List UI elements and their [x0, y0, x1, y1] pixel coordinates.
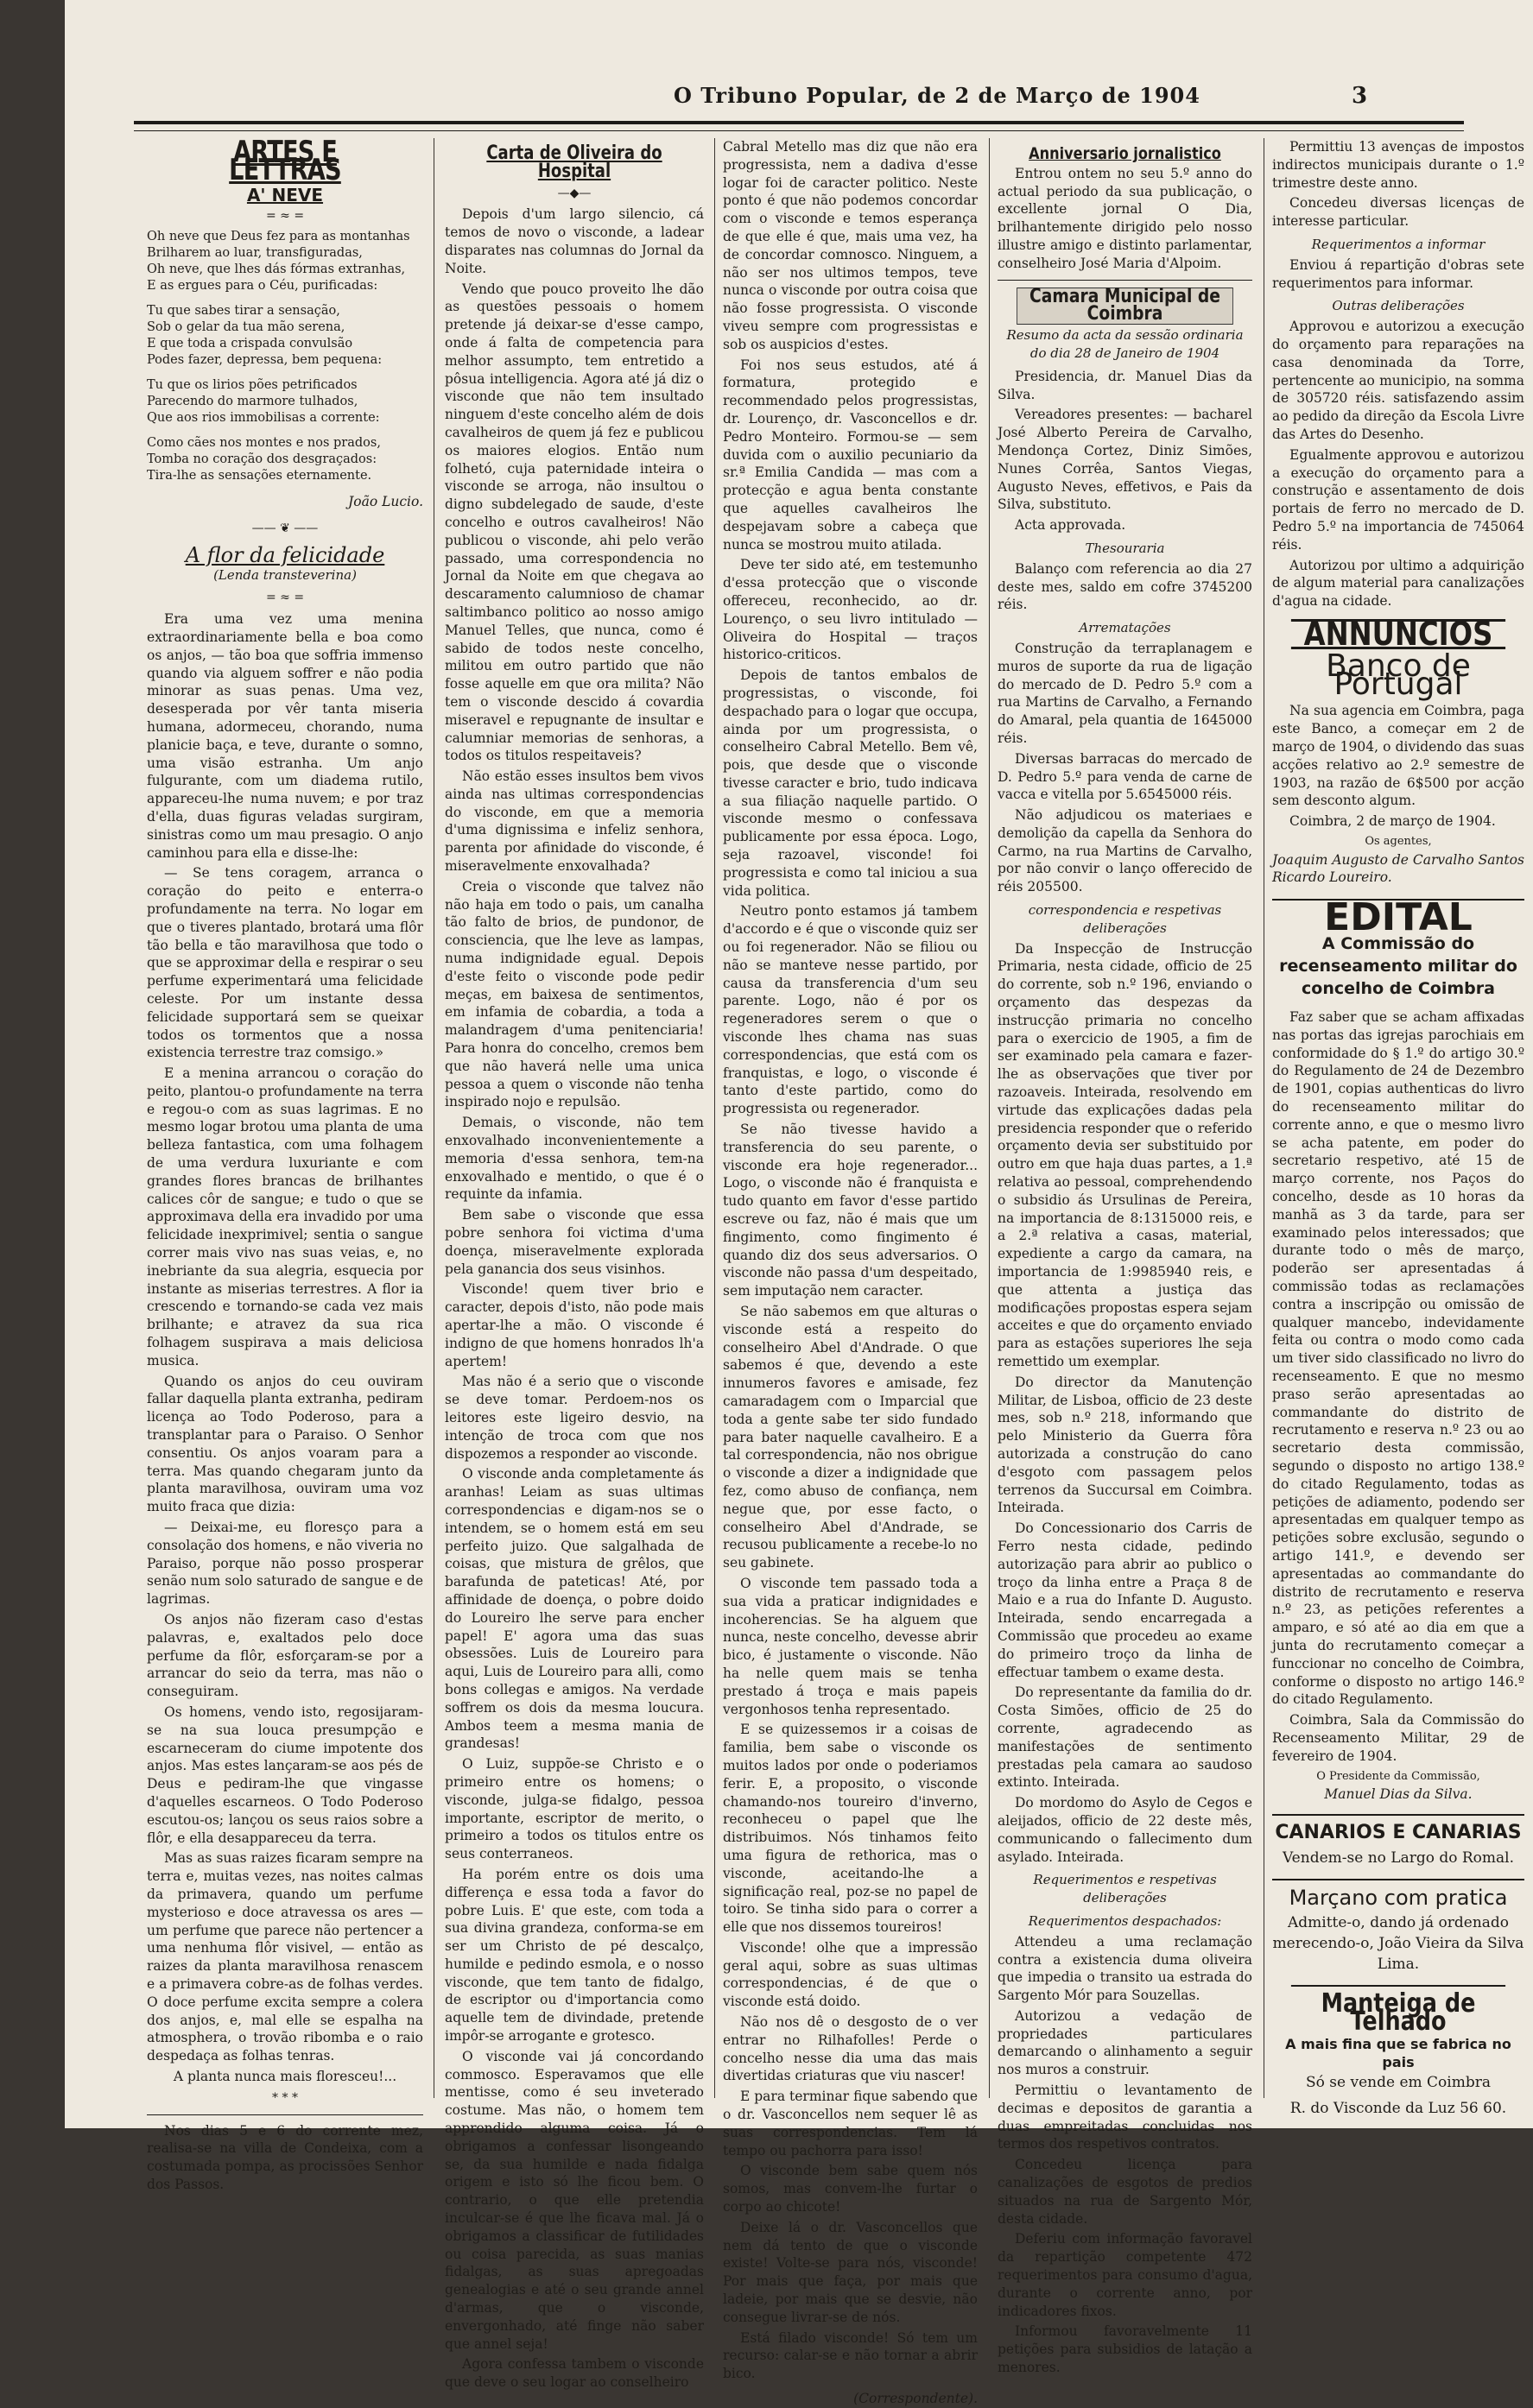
paragraph: Visconde! olhe que a impressão geral aqui, sobre as suas ultimas correspondencias, é de que o visconde está doido. [723, 1939, 978, 2010]
paragraph: Autorizou por ultimo a adquirição de algum material para canalizações d'agua na cidade. [1272, 557, 1524, 610]
subheading: correspondencia e respetivas deliberações [1028, 902, 1222, 936]
paragraph: Os homens, vendo isto, regosijaram-se na sua louca presumpção e escarneceram do ciume impotente dos anjos. Mas estes lançaram-se aos pés de Deus e pediram-lhe que vingasse d'aquelles escarneos. O Todo Poderoso escutou-os; lançou os seus raios sobre a flôr, e ella desappareceu da terra. [147, 1703, 423, 1846]
poem-author: João Lucio. [348, 494, 423, 510]
edital-president-name: Manuel Dias da Silva. [1324, 1786, 1473, 1803]
paragraph: Quando os anjos do ceu ouviram fallar daquella planta extranha, pediram licença ao Todo Poderoso, para a transplantar para o Paraiso. O Senhor consentiu. Os anjos voaram para a terra. Mas quando chegaram junto da planta maravilhosa, ouviram uma voz muito fraca que dizia: [147, 1373, 423, 1515]
paragraph: Se não sabemos em que alturas o visconde está a respeito do conselheiro Abel d'Andrade. O que sabemos é que, devendo a este innumeros favores e amisade, fez camaradagem com o Imparcial que toda a gente sabe ter sido fundado para bater naquelle cavalheiro. E a tal correspondencia, não nos obrigue o visconde a dizer a indignidade que fez, como abuso de confiança, nem negue que, por esse facto, o conselheiro Abel d'Andrade, se recusou publicamente a recebe-lo no seu gabinete. [723, 1304, 978, 1571]
correspondent-signature: (Correspondente). [853, 2391, 978, 2407]
poem-line: Tu que sabes tirar a sensação, [147, 304, 340, 319]
paragraph: Visconde! quem tiver brio e caracter, depois d'isto, não pode mais apertar-lhe a mão. O visconde é indigno de que homens honrados lh'a apertem! [445, 1281, 704, 1369]
subheading: Requerimentos despachados: [1028, 1912, 1222, 1929]
paragraph: Não adjudicou os materiaes e demolição da capella da Senhora do Carmo, na rua Martins de Carvalho, por não convir o lanço offerecido de réis 205500. [998, 807, 1252, 895]
poem-line: Oh neve, que lhes dás fórmas extranhas, [147, 262, 406, 277]
ad-canarios-title: CANARIOS E CANARIAS [1272, 1814, 1524, 1842]
camara-body-cont [1272, 138, 1524, 610]
column-rule [714, 138, 715, 2098]
paragraph: Está filado visconde! Só tem um recurso: calar-se e não tornar a abrir bico. [723, 2329, 978, 2382]
subheading: Arrematações [1079, 620, 1171, 636]
paragraph: O visconde anda completamente ás aranhas! Leiam as suas ultimas correspondencias e digam-nos se o intendem, se o homem está em seu perfeito juizo. Que salgalhada de coisas, que mistura de grêlos, que barafunda de pateticas! Até, por affinidade de doença, o pobre doido do Loureiro lhe serve para encher papel! E' agora uma das suas obsessões. Luis de Loureiro para aqui, Luis de Loureiro para alli, como bons collegas e amigos. Na verdade soffrem os dois da mesma loucura. Ambos teem a mesma mania de grandesas! [445, 1466, 704, 1752]
paragraph: Ha porém entre os dois uma differença e essa toda a favor do pobre Luis. E' que este, com toda a sua divina grandeza, conforma-se em ser um Christo de pé descalço, humilde e pedindo esmola, e o nosso visconde, que tem tanto de fidalgo, de escriptor ou d'importancia como aquelle tem de divindade, pretende impôr-se arrogante e grotesco. [445, 1866, 704, 2045]
paragraph: Enviou á repartição d'obras sete requerimentos para informar. [1272, 256, 1524, 291]
paragraph: Permittiu 13 avenças de impostos indirectos municipais durante o 1.º trimestre deste anno. [1272, 139, 1524, 191]
ad-canarios-text: Vendem-se no Largo do Romal. [1282, 1849, 1515, 1867]
poem-line: Parecendo do marmore tulhados, [147, 395, 358, 409]
ad-marcano-text: Admitte-o, dando já ordenado merecendo-o, João Vieira da Silva Lima. [1272, 1913, 1524, 1973]
paragraph: — Deixai-me, eu floresço para a consolação dos homens, e não viveria no Paraiso, porque não posso prosperar senão num solo saturado de sangue e de lagrimas. [147, 1520, 423, 1608]
story-subtitle: (Lenda transteverina) [213, 566, 357, 583]
bank-agent-1: Joaquim Augusto de Carvalho Santos [1272, 851, 1524, 868]
paragraph: O Luiz, suppõe-se Christo e o primeiro entre os homens; o visconde, julga-se fidalgo, pessoa importante, escriptor de merito, o primeiro a todos os titulos entre os seus conterraneos. [445, 1756, 704, 1862]
edital-title: EDITAL [1272, 899, 1524, 927]
ad-manteiga-text-2: R. do Visconde da Luz 56 60. [1289, 2099, 1507, 2117]
paragraph: Os anjos não fizeram caso d'estas palavras, e, exaltados pelo doce perfume da flôr, esforçaram-se por a arrancar do seio da terra, mas não o conseguiram. [147, 1612, 423, 1700]
subheading: Thesouraria [1085, 540, 1165, 556]
poem-line: Oh neve que Deus fez para as montanhas [147, 230, 410, 244]
edital-body [1272, 1008, 1524, 1765]
paragraph: E para terminar fique sabendo que o dr. Vasconcellos nem sequer lê as suas correspondencias. Tem lá tempo ou pachorra para isso! [723, 2089, 978, 2158]
poem [147, 229, 423, 484]
paragraph: Depois de tantos embalos de progressistas, o visconde, foi despachado para o logar que occupa, ainda por um progressista, o conselheiro Cabral Metello. Bem vê, pois, que desde que o visconde tivesse caracter e brio, tudo indicava a sua filiação naquelle partido. O visconde mesmo o confessava publicamente por essa época. Logo, seja razoavel, visconde! foi progressista e como tal iniciou a sua vida politica. [723, 667, 978, 899]
page-number: 3 [1352, 83, 1368, 109]
camara-subtitle: Resumo da acta da sessão ordinaria do dia 28 de Janeiro de 1904 [1006, 327, 1244, 361]
paragraph: Deixe lá o dr. Vasconcellos que nem dá tento de que o visconde existe! Volte-se para nós, visconde! Por mais que faça, por mais que ladeie, por mais que se desvie, não consegue livrar-se de nós. [723, 2219, 978, 2325]
paragraph: E se quizessemos ir a coisas de familia, bem sabe o visconde os muitos lados por onde o poderiamos ferir. E, a proposito, o visconde chamando-nos toureiro d'inverno, reconheceu o papel que lhe distribuimos. Nós tinhamos feito uma figura de rethorica, mas o visconde, aceitando-lhe a significação real, poz-se no papel de toiro. Se tinha sido para o correr a elle que nos dissemos toureiros! [723, 1722, 978, 1936]
paragraph: Se não tivesse havido a transferencia do seu parente, o visconde era hoje regenerador... Logo, o visconde não é franquista e tudo quanto em favor d'esse partido escreve ou faz, não é mais que um fingimento, como fingimento é quando diz dos seus adversarios. O visconde não passa d'um despeitado, sem imputação nem caracter. [723, 1122, 978, 1299]
ornament-divider: —— ❦ —— [251, 521, 319, 535]
paragraph: Não estão esses insultos bem vivos ainda nas ultimas correspondencias do visconde, em que a memoria d'uma dignissima e infeliz senhora, parenta por afinidade do visconde, é miseravelmente enxovalhada? [445, 768, 704, 875]
poem-line: E que toda a crispada convulsão [147, 337, 353, 351]
ornament: = ≈ = [265, 209, 305, 224]
paragraph: O visconde bem sabe quem nós somos, mas convem-lhe furtar o corpo ao chicote! [723, 2163, 978, 2215]
paragraph: Approvou e autorizou a execução do orçamento para reparações na casa denominada da Torre, pertencente ao municipio, na somma de 305720 réis. satisfazendo assim ao pedido da direção da Escola Livre das Artes do Desenho. [1272, 319, 1524, 442]
ad-marcano-title: Marçano com pratica [1272, 1879, 1524, 1907]
column-artes-e-lettras [147, 135, 423, 2192]
camara-title: Camara Municipal de Coimbra [1017, 288, 1233, 325]
column-annuncios [1272, 138, 1524, 2117]
bank-agent-2: Ricardo Loureiro. [1272, 869, 1392, 886]
paragraph: O visconde tem passado toda a sua vida a praticar indignidades e incoherencias. Se ha alguem que nunca, neste concelho, devesse abrir bico, é justamente o visconde. Não ha nelle quem mais se tenha prestado á troça e mais papeis vergonhosos tenha representado. [723, 1575, 978, 1717]
paragraph: Coimbra, Sala da Commissão do Recenseamento Militar, 29 de fevereiro de 1904. [1272, 1712, 1524, 1764]
paragraph: Da Inspecção de Instrucção Primaria, nesta cidade, officio de 25 do corrente, sob n.º 196, enviando o orçamento das despezas da instrucção primaria no concelho para o exercicio de 1905, a fim de ser examinado pela camara e fazer-lhe as observações que tiver por razoaveis. Inteirada, resolvendo em virtude das explicações dadas pela presidencia responder que o referido orçamento devia ser substituido por outro em que haja duas partes, a 1.ª relativa ao pessoal, comprehendendo o subsidio ás Ursulinas de Pereira, na importancia de 8:1315000 reis, e a 2.ª relativa a casas, material, expediente a cargo da camara, na importancia de 1:9985940 reis, e que attenta a justiça das modificações propostas espera sejam acceites e que do orçamento enviado para as estações superiores lhe seja remettido um exemplar. [998, 940, 1252, 1369]
paragraph: Creia o visconde que talvez não não haja em todo o pais, um canalha tão falto de brios, de pundonor, de consciencia, que lhe leve as lampas, numa indignidade egual. Depois d'este feito o visconde pode pedir meças, em baixesa de sentimentos, em infamia de cobardia, a toda a malandragem d'uma penitenciaria! Para honra do concelho, cremos bem que não haverá nelle uma unica pessoa a quem o visconde não tenha inspirado nojo e repulsão. [445, 878, 704, 1110]
anniversary-title: Anniversario jornalistico [1029, 144, 1221, 163]
bank-title: Banco de Portugal [1326, 648, 1471, 702]
paragraph: Mas não é a serio que o visconde se deve tomar. Perdoem-nos os leitores este ligeiro desvio, na intenção de troca com que nos dispozemos a responder ao visconde. [445, 1374, 704, 1462]
poem-line: Podes fazer, depressa, bem pequena: [147, 353, 383, 368]
section-title: ARTES E LETTRAS [229, 135, 341, 187]
paragraph: Presidencia, dr. Manuel Dias da Silva. [998, 368, 1252, 402]
paragraph: Concedeu licença para canalizações de esgotos de predios situados na rua de Sargento Mór, desta cidade. [998, 2157, 1252, 2227]
letter-title: Carta de Oliveira do Hospital [486, 142, 662, 182]
column-camara [998, 138, 1252, 2376]
ad-manteiga-title: Manteiga de Telhado [1291, 1985, 1505, 2032]
paragraph: Attendeu a uma reclamação contra a existencia duma oliveira que impedia o transito ua estrada do Sargento Mór para Souzellas. [998, 1933, 1252, 2004]
poem-line [147, 369, 423, 377]
annuncios-title: ANNUNCIOS [1291, 619, 1505, 649]
paragraph: Agora confessa tambem o visconde que deve o seu logar ao conselheiro [445, 2356, 704, 2391]
paragraph: Nos dias 5 e 6 do corrente mez, realisa-se na villa de Condeixa, com a costumada pompa, as procissões Senhor dos Passos. [147, 2122, 423, 2192]
story-title: A flor da felicidade [185, 542, 385, 567]
letter-body-cont [723, 138, 978, 2383]
paragraph: Neutro ponto estamos já tambem d'accordo e é que o visconde quiz ser ou foi regenerador. Não se filiou ou não se manteve nesse partido, por causa da transferencia d'um seu parente. Logo, não é por os regeneradores serem o que o visconde lhes chama nas suas correspondencias, que está com os franquistas, e logo, o visconde é tanto d'este partido, como do progressista ou regenerador. [723, 903, 978, 1117]
poem-title: A' NEVE [246, 184, 324, 205]
poem-line: E as ergues para o Céu, purificadas: [147, 279, 378, 294]
paragraph: Era uma vez uma menina extraordinariamente bella e boa como os anjos, — tão boa que soffria immenso quando via alguem soffrer e não podia minorar as suas penas. Uma vez, desesperada por vêr tanta miseria humana, adormeceu, chorando, numa planicie baça, e teve, durante o somno, uma visão estranha. Um anjo fulgurante, com um diadema rutilo, appareceu-lhe numa nuvem; e por traz d'ella, duas figuras veladas surgiram, sinistras como um mau presagio. O anjo caminhou para ella e disse-lhe: [147, 611, 423, 861]
page-header: O Tribuno Popular, de 2 de Março de 1904 [674, 83, 1200, 108]
paragraph: Faz saber que se acham affixadas nas portas das igrejas parochiais em conformidade do § 1.º do artigo 30.º do Regulamento de 24 de Dezembro de 1901, copias authenticas do livro do recenseamento militar do corrente anno, e que o mesmo livro se acha patente, em poder do secretario respetivo, até 15 de março corrente, nos Paços do concelho, desde as 10 horas da manhã as 3 da tarde, para ser examinado pelos interessados; que durante todo o mês de março, poderão ser apresentadas á commissão todas as reclamações contra a inscripção ou omissão de qualquer mancebo, indevidamente feita ou contra o modo como cada um tiver sido classificado no livro do recenseamento. E que no mesmo praso serão apresentadas ao commandante do distrito de recrutamento e reserva n.º 23 ou ao secretario desta commissão, segundo o disposto no artigo 138.º do citado Regulamento, todas as petições de adiamento, podendo ser apresentadas em qualquer tempo as petições sobre exclusão, segundo o artigo 141.º, e devendo ser apresentadas ao commandante do distrito de recrutamento e reserva n.º 23, as petições referentes a amparo, e só até ao dia em que a junta do recrutamento começar a funccionar no concelho de Coimbra, conforme o disposto no artigo 146.º do citado Regulamento. [1272, 1009, 1524, 1708]
paragraph: Do mordomo do Asylo de Cegos e aleijados, officio de 22 deste mês, communicando o fallecimento dum asylado. Inteirada. [998, 1795, 1252, 1865]
paragraph: Deferiu com informação favoravel da repartição competente 472 requerimentos para consumo d'agua, durante o corrente anno, por indicadores fixos. [998, 2231, 1252, 2319]
paragraph: Permittiu o levantamento de decimas e depositos de garantia a duas empreitadas concluidas nos termos dos respetivos contratos. [998, 2083, 1252, 2152]
divider [998, 280, 1252, 281]
paragraph: Balanço com referencia ao dia 27 deste mes, saldo em cofre 3745200 réis. [998, 560, 1252, 613]
paragraph: Egualmente approvou e autorizou a execução do orçamento para a construção e assentamento de dois portais de ferro no mercado de D. Pedro 5.º na importancia de 745064 réis. [1272, 446, 1524, 553]
paragraph: Acta approvada. [1015, 517, 1126, 534]
paragraph: Do Concessionario dos Carris de Ferro nesta cidade, pedindo autorização para abrir ao publico o troço da linha entre a Praça 8 de Maio e a rua do Infante D. Augusto. Inteirada, sendo encarregada a Commissão que procedeu ao exame do primeiro troço da linha de effectuar tambem o exame desta. [998, 1520, 1252, 1680]
paragraph: Cabral Metello mas diz que não era progressista, nem a dadiva d'esse logar foi de caracter politico. Neste ponto é que não podemos concordar com o visconde e temos esperança de que elle é que, mais uma vez, ha de concordar comnosco. Ninguem, a não ser nos ultimos tempos, teve nunca o visconde por outra coisa que não fosse progressista. O visconde viveu sempre com progressistas e sob os auspicios d'estes. [723, 139, 978, 352]
paragraph: Depois d'um largo silencio, cá temos de novo o visconde, a ladear disparates nas columnas do Jornal da Noite. [445, 206, 704, 276]
poem-line: Como cães nos montes e nos prados, [147, 436, 381, 451]
divider [147, 2114, 423, 2115]
subheading: Requerimentos a informar [1311, 236, 1485, 252]
anniversary-text: Entrou ontem no seu 5.º anno do actual periodo da sua publicação, o excellente jornal O Dia, brilhantemente dirigido pelo nosso illustre amigo e distinto parlamentar, conselheiro José Maria d'Alpoim. [998, 165, 1252, 271]
paragraph: Deve ter sido até, em testemunho d'essa protecção que o visconde offereceu, reconhecido, ao dr. Lourenço, o seu livro intitulado — Oliveira do Hospital — traços historico-criticos. [723, 557, 978, 663]
poem-line: Tu que os lirios pões petrificados [147, 378, 358, 393]
paragraph: Do representante da familia do dr. Costa Simões, officio de 25 do corrente, agradecendo as manifestações de sentimento prestadas pela camara ao saudoso extinto. Inteirada. [998, 1684, 1252, 1791]
ad-manteiga-text-1: Só se vende em Coimbra [1306, 2073, 1491, 2091]
paragraph: — Se tens coragem, arranca o coração do peito e enterra-o profundamente na terra. No logar em que o tiveres plantado, brotará uma flôr tão bella e tão maravilhosa que todo o que se approximar della e respirar o seu perfume experimentará uma felicidade celeste. Por um instante dessa felicidade supportará sem se queixar todos os tormentos que a nossa existencia terrestre traz comsigo.» [147, 865, 423, 1061]
edital-president-label: O Presidente da Commissão, [1316, 1769, 1480, 1783]
ornament: * * * [272, 2090, 298, 2105]
camara-body [998, 368, 1252, 2377]
newspaper-page [65, 0, 1533, 2407]
ornament: = ≈ = [265, 591, 305, 605]
paragraph: Do director da Manutenção Militar, de Lisboa, officio de 23 deste mes, sob n.º 218, informando que pelo Ministerio da Guerra fôra autorizada a construção do cano d'esgoto com passagem pelos terrenos da Succursal em Coimbra. Inteirada. [998, 1374, 1252, 1516]
subheading: Requerimentos e respetivas deliberações [1033, 1872, 1217, 1906]
paragraph: Informou favoravelmente 11 petições para subsidios de latação a menores. [998, 2323, 1252, 2376]
story-body [147, 610, 423, 2194]
bank-date: Coimbra, 2 de março de 1904. [1289, 813, 1496, 830]
ad-manteiga-sub: A mais fina que se fabrica no pais [1285, 2036, 1511, 2071]
paragraph: Bem sabe o visconde que essa pobre senhora foi victima d'uma doença, miseravelmente explorada pela ganancia dos seus visinhos. [445, 1207, 704, 1277]
poem-line [147, 294, 423, 303]
paragraph: E a menina arrancou o coração do peito, plantou-o profundamente na terra e regou-o com as suas lagrimas. E no mesmo logar brotou uma planta de uma belleza fantastica, com uma folhagem de uma verdura luxuriante e com grandes flores brancas de brilhantes calices côr de sangue; e tudo o que se approximava della era invadido por uma felicidade inexprimivel; sentia o sangue correr mais vivo nas suas veias, e, no inebriante da sua alegria, esquecia por instante as miserias terrestres. A flor ia crescendo e tornando-se cada vez mais brilhante; e atravez da sua rica folhagem suspirava a mais deliciosa musica. [147, 1065, 423, 1368]
column-rule [989, 138, 990, 2098]
paragraph: Foi nos seus estudos, até á formatura, protegido e recommendado pelos progressistas, dr. Lourenço, dr. Vasconcellos e dr. Pedro Monteiro. Formou-se — sem duvida com o auxilio pecuniario da sr.ª Emilia Candida — mas com a protecção e agua benta constante que aquelles cavalheiros lhe despejavam sobre a cabeça que nunca se mostrou muito atilada. [723, 357, 978, 553]
paragraph: Vereadores presentes: — bacharel José Alberto Pereira de Carvalho, Mendonça Cortez, Diniz Simões, Nunes Corrêa, Santos Viegas, Augusto Neves, effetivos, e Pais da Silva, substituto. [998, 407, 1252, 513]
bank-text: Na sua agencia em Coimbra, paga este Banco, a começar em 2 de março de 1904, o dividendo das suas acções relativo ao 2.º semestre de 1903, na razão de 6$500 por acção sem desconto algum. [1272, 703, 1524, 809]
poem-line [147, 427, 423, 435]
column-carta-cont [723, 138, 978, 2407]
paragraph: Não nos dê o desgosto de o ver entrar no Rilhafolles! Perde o concelho nesse dia uma das mais divertidas criaturas que viu nascer! [723, 2014, 978, 2084]
poem-line: Brilharem ao luar, transfiguradas, [147, 246, 363, 261]
bank-agents-label: Os agentes, [1365, 834, 1432, 848]
poem-line: Tira-lhe as sensações eternamente. [147, 469, 372, 483]
paragraph: Concedeu diversas licenças de interesse particular. [1272, 195, 1524, 230]
letter-body [445, 205, 704, 2392]
paragraph: Construção da terraplanagem e muros de suporte da rua de ligação do mercado de D. Pedro 5.º com a rua Martins de Carvalho, a Fernando do Amaral, pela quantia de 1645000 réis. [998, 640, 1252, 746]
poem-line: Sob o gelar da tua mão serena, [147, 320, 345, 335]
paragraph: O visconde vai já concordando commosco. Esperavamos que elle mentisse, como é seu inveterado costume. Mas não, o homem tem apprendido alguma coisa. Já o obrigamos a confessar lisongeando se, da sua humilde e nada fidalga origem e isto só lhe ficou bem. O contrario, o que elle pretendia inculcar-se é que lhe ficava mal. Já o obrigamos a classificar de futilidades ou coisa parecida, as suas manias fidalgas, as suas apregoadas genealogias e até o seu grande annel d'armas, que o visconde, envergonhado, até finge não saber que annel seja! [445, 2048, 704, 2352]
paragraph: Mas as suas raizes ficaram sempre na terra e, muitas vezes, nas noites calmas da primavera, quando um perfume mysterioso e doce atravessa os ares — um perfume que parece não pertencer a uma nenhuma flôr visivel, — então as raizes da planta maravilhosa renascem e a primavera cobre-as de folhas verdes. O doce perfume excita sempre a colera dos anjos, e, mal elle se espalha na atmosphera, o trovão ribomba e o raio despedaça as folhas tenras. [147, 1850, 423, 2064]
subheading: Outras deliberações [1332, 298, 1465, 314]
edital-subtitle: A Commissão do recenseamento militar do concelho de Coimbra [1279, 934, 1517, 999]
column-carta [445, 138, 704, 2391]
header-rule [134, 121, 1464, 131]
paragraph: Vendo que pouco proveito lhe dão as questões pessoais o homem pretende já deixar-se d'esse campo, onde á falta de competencia para melhor assumpto, tem entretido a pôsua intelligencia. Agora até já diz o visconde que não tem insultado ninguem d'este concelho além de dois cavalheiros de quem já fez e publicou os maiores elogios. Então num folhetó, cuja paternidade inteira o visconde se arroga, não insultou o digno subdelegado de saude, d'este concelho e outros cavalheiros! Não publicou o visconde, ahi pelo verão passado, uma correspondencia no Jornal da Noite em que chegava ao descaramento calumnioso de chamar saltimbanco politico ao nosso amigo Manuel Telles, que nunca, como é sabido de todos neste concelho, militou em outro partido que não fosse aquelle em que ora milita? Não tem o visconde descido á covardia miseravel e repugnante de insultar e calumniar memorias de senhoras, a todos os titulos respeitaveis? [445, 281, 704, 764]
poem-line: Tomba no coração dos desgraçados: [147, 452, 377, 467]
paragraph: Demais, o visconde, não tem enxovalhado inconvenientemente a memoria d'essa senhora, tem-na enxovalhado e mentido, o que é o requinte da infamia. [445, 1115, 704, 1203]
paragraph: Diversas barracas do mercado de D. Pedro 5.º para venda de carne de vacca e vitella por 5.6545000 réis. [998, 750, 1252, 803]
poem-line: Que aos rios immobilisas a corrente: [147, 411, 380, 426]
paragraph: Autorizou a vedação de propriedades particulares demarcando o alinhamento a seguir nos muros a construir. [998, 2007, 1252, 2078]
paragraph: A planta nunca mais floresceu!... [173, 2068, 397, 2084]
ornament: —◆— [557, 186, 592, 200]
